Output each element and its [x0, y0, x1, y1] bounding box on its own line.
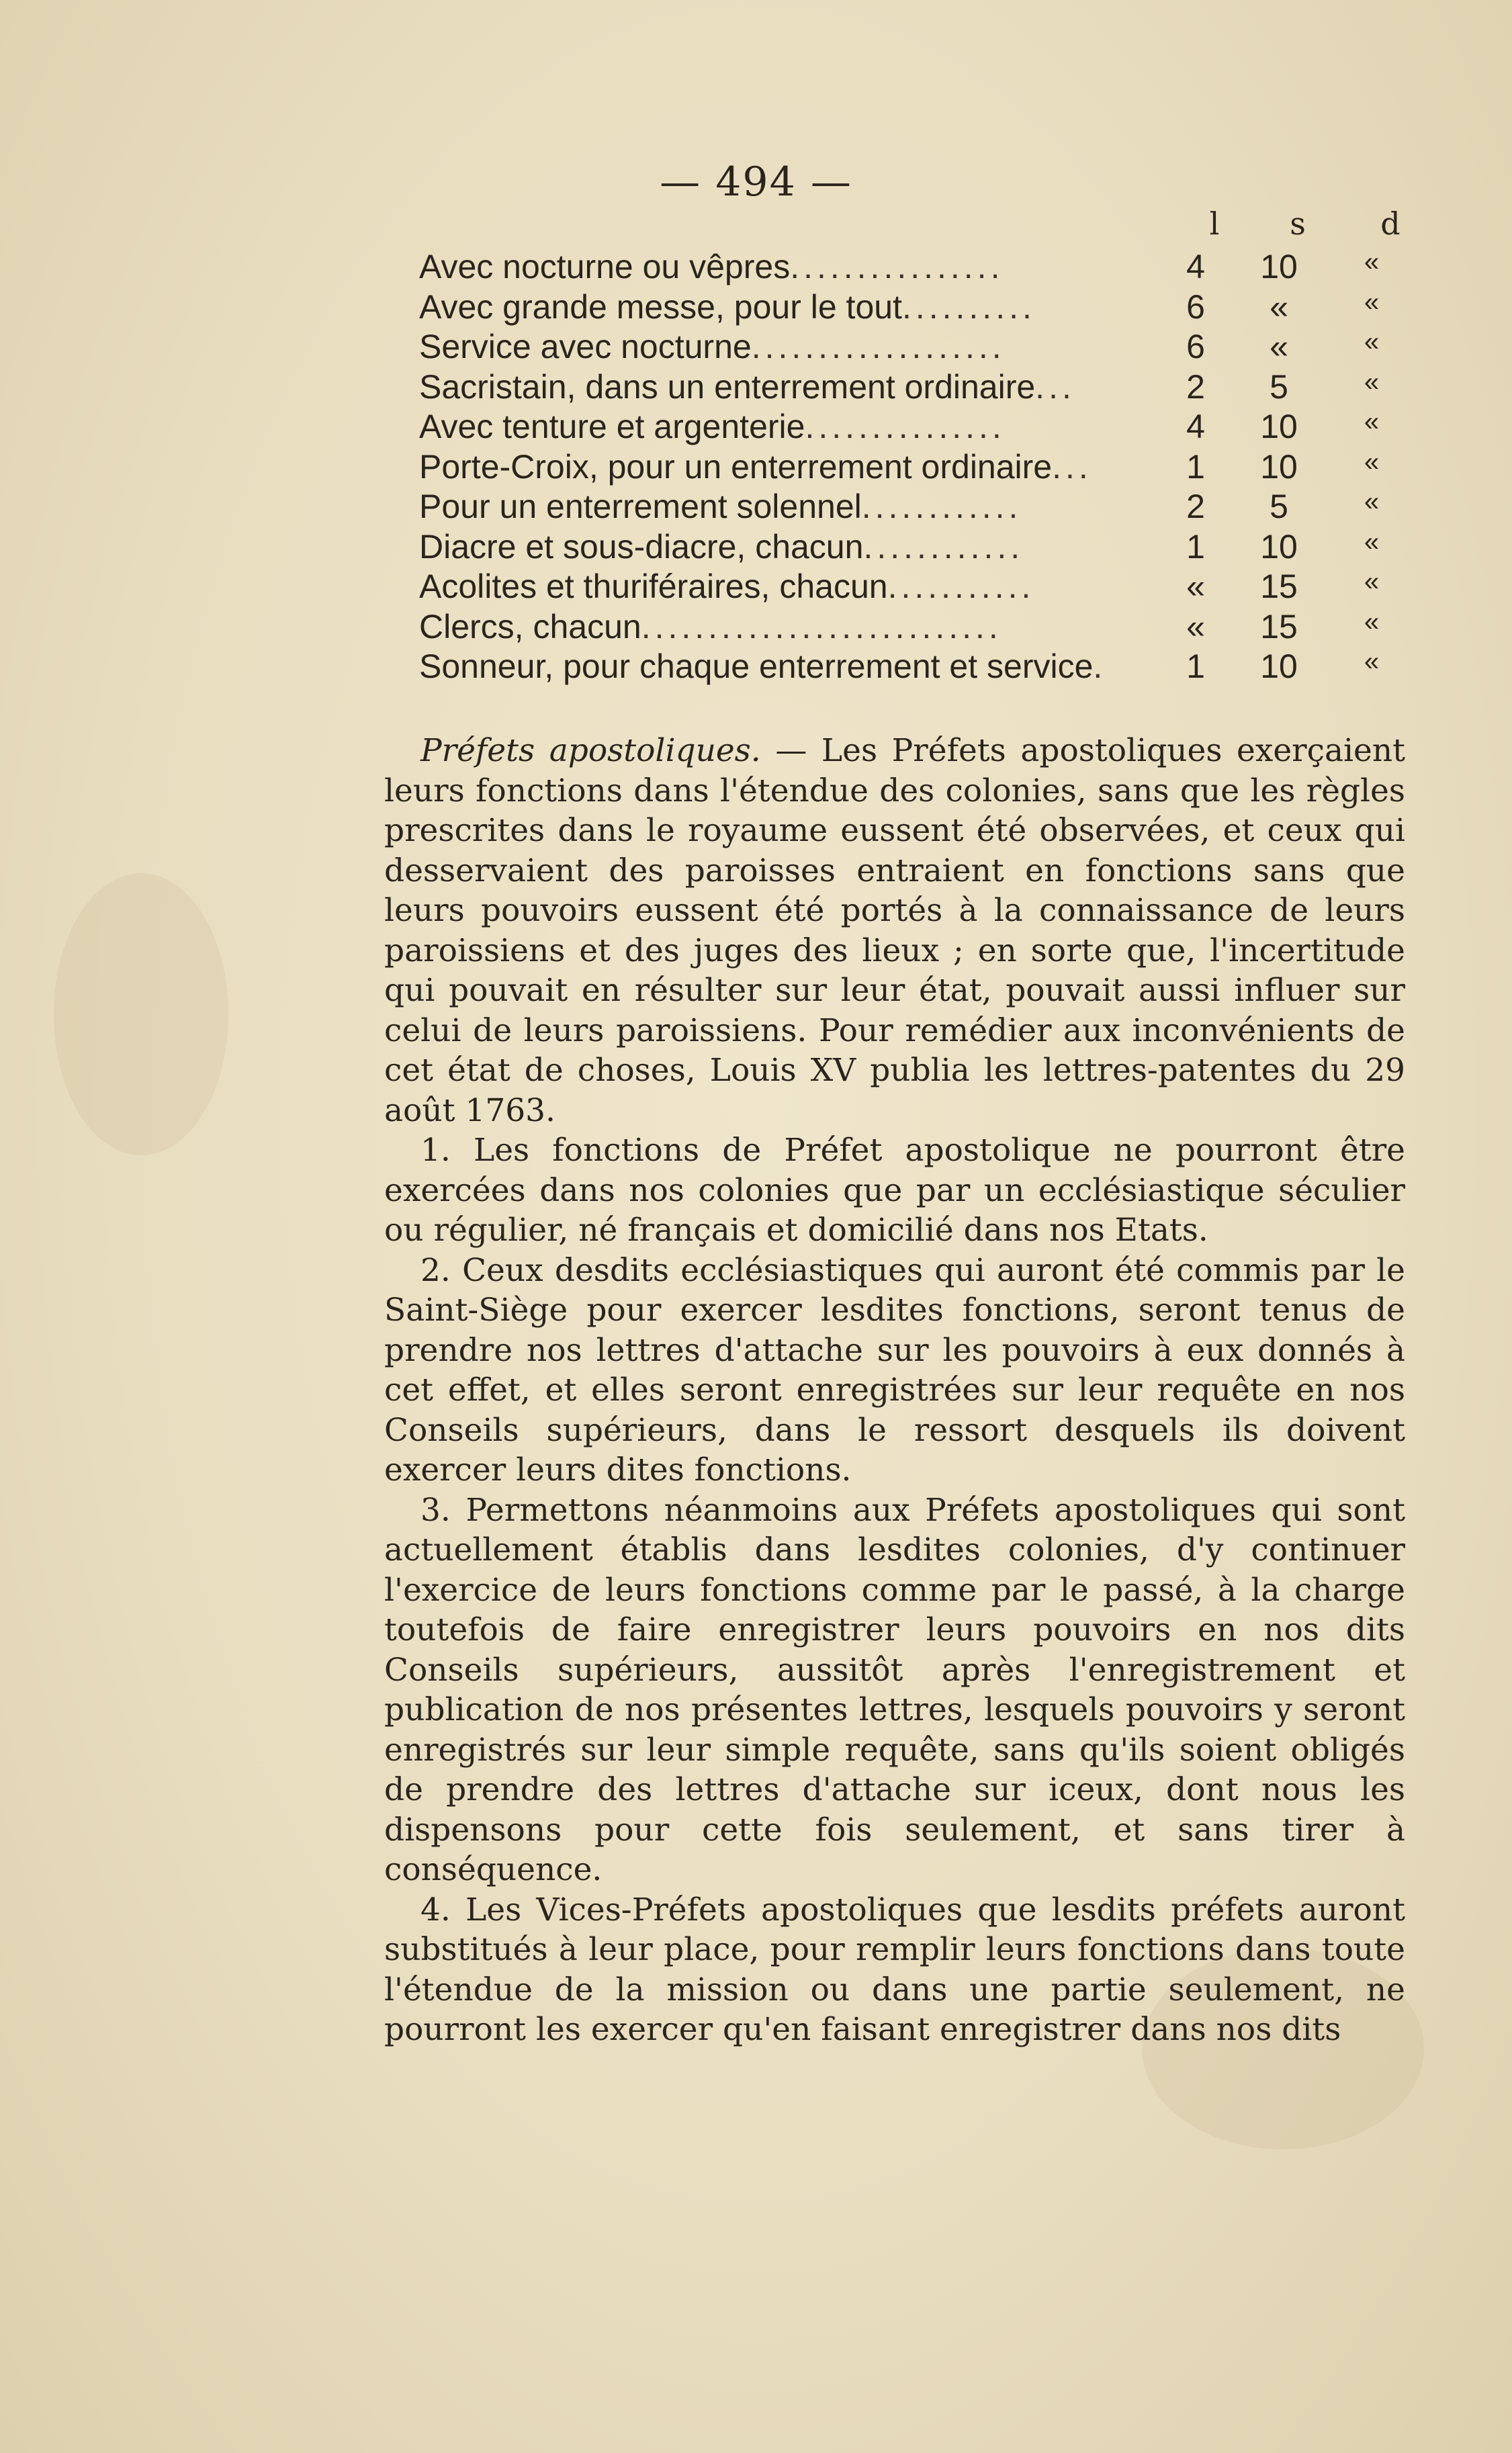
- intro-paragraph: [384, 731, 1405, 1130]
- amount-livres: 4: [1186, 248, 1205, 285]
- amount-deniers: «: [1364, 367, 1380, 397]
- paper-stain: [54, 873, 228, 1155]
- body-text: [384, 731, 1405, 2050]
- tariff-item-label: Clercs, chacun: [419, 607, 641, 645]
- amount-sous: 5: [1270, 488, 1288, 525]
- amount-deniers: «: [1364, 287, 1380, 317]
- leader-dots: ...........: [887, 568, 1035, 605]
- tariff-item: [419, 527, 1158, 566]
- amount-sous: 10: [1260, 648, 1298, 685]
- tariff-row: [419, 567, 1413, 607]
- tariff-item-label: Sacristain, dans un enterrement ordinaire: [419, 367, 1036, 406]
- article-paragraph: 3. Permettons néanmoins aux Préfets apostoliques qui sont actuellement établis dans lesdites colonies, d'y continuer l'exercice de leurs fonctions comme par le passé, à la charge toutefois de faire enregistrer leurs pouvoirs en nos dits Conseils supérieurs, aussitôt après l'enregistrement et publication de nos présentes lettres, lesquels pouvoirs y seront enregistrés sur leur simple requête, sans qu'ils soient obligés de prendre des lettres d'attache sur iceux, dont nous les dispensons pour cette fois seulement, et sans tirer à conséquence.: [384, 1491, 1405, 1888]
- amount-sous: 15: [1260, 607, 1298, 645]
- tariff-table: [419, 247, 1413, 687]
- tariff-column-headers: [1169, 206, 1411, 246]
- tariff-row: [419, 527, 1413, 568]
- amount-livres: «: [1186, 568, 1205, 605]
- amount-sous: 10: [1260, 447, 1298, 486]
- tariff-item-label: Avec tenture et argenterie: [419, 408, 805, 445]
- amount-deniers: «: [1364, 527, 1380, 557]
- tariff-item: [419, 567, 1158, 606]
- leader-dots: ............: [861, 488, 1022, 525]
- amount-deniers: «: [1364, 247, 1380, 277]
- amount-livres: 2: [1186, 367, 1205, 406]
- tariff-item-label: Pour un enterrement solennel: [419, 488, 862, 525]
- column-header-deniers: d: [1380, 206, 1400, 242]
- leader-dots: ...........................: [641, 607, 1002, 645]
- article-paragraph: 2. Ceux desdits ecclésiastiques qui auront été commis par le Saint-Siège pour exercer lesdites fonctions, seront tenus de prendre nos lettres d'attache sur les pouvoirs à eux donnés à cet effet, et elles seront enregistrées sur leur requête en nos Conseils supérieurs, dans le ressort desquels ils doivent exercer leurs dites fonctions.: [384, 1251, 1405, 1488]
- page-number: — 494 —: [660, 159, 852, 206]
- tariff-row: [419, 327, 1413, 367]
- tariff-row: [419, 487, 1413, 527]
- tariff-item: [419, 487, 1158, 526]
- leader-dots: ...: [1052, 447, 1092, 486]
- tariff-row: [419, 247, 1413, 287]
- amount-deniers: «: [1364, 447, 1380, 477]
- tariff-item: [419, 407, 1158, 446]
- amount-livres: 6: [1186, 287, 1205, 326]
- tariff-item: [419, 607, 1158, 646]
- amount-livres: 1: [1186, 648, 1205, 685]
- leader-dots: ...: [1035, 367, 1075, 406]
- amount-livres: 1: [1186, 527, 1205, 566]
- amount-sous: 15: [1260, 568, 1298, 605]
- leader-dots: ...................: [751, 328, 1006, 365]
- amount-sous: «: [1270, 328, 1288, 365]
- amount-deniers: «: [1364, 327, 1380, 357]
- tariff-item-label: Acolites et thuriféraires, chacun: [419, 568, 888, 605]
- tariff-row: [419, 367, 1413, 408]
- tariff-item-label: Service avec nocturne: [419, 328, 752, 365]
- column-header-livres: l: [1209, 206, 1220, 242]
- tariff-item: [419, 367, 1158, 406]
- tariff-item-label: Sonneur, pour chaque enterrement et service: [419, 648, 1094, 685]
- amount-sous: «: [1270, 287, 1288, 326]
- leader-dots: ..........: [901, 287, 1036, 326]
- amount-deniers: «: [1364, 647, 1380, 676]
- amount-sous: 10: [1260, 408, 1298, 445]
- tariff-item-label: Porte-Croix, pour un enterrement ordinaire: [419, 447, 1053, 486]
- tariff-item: [419, 327, 1158, 366]
- tariff-item: [419, 247, 1158, 286]
- tariff-row: [419, 287, 1413, 328]
- amount-sous: 10: [1260, 527, 1298, 566]
- amount-deniers: «: [1364, 407, 1380, 437]
- tariff-row: [419, 647, 1413, 687]
- tariff-row: [419, 607, 1413, 648]
- leader-dots: ................: [790, 248, 1004, 285]
- tariff-row: [419, 407, 1413, 447]
- amount-livres: 2: [1186, 488, 1205, 525]
- leader-dots: .: [1093, 648, 1107, 685]
- tariff-item: [419, 447, 1158, 486]
- article-paragraph: 4. Les Vices-Préfets apostoliques que lesdits préfets auront substitués à leur place, pour remplir leurs fonctions dans toute l'étendue de la mission ou dans une partie seulement, ne pourront les exercer qu'en faisant enregistrer dans nos dits: [384, 1891, 1405, 2048]
- amount-deniers: «: [1364, 607, 1380, 637]
- article-paragraph: 1. Les fonctions de Préfet apostolique ne pourront être exercées dans nos colonies que par un ecclésiastique séculier ou régulier, né français et domicilié dans nos Etats.: [384, 1132, 1405, 1249]
- amount-livres: 4: [1186, 408, 1205, 445]
- section-heading: Préfets apostoliques.: [420, 732, 761, 769]
- leader-dots: ............: [863, 527, 1024, 566]
- amount-livres: «: [1186, 607, 1205, 645]
- tariff-item-label: Avec grande messe, pour le tout: [419, 287, 902, 326]
- tariff-item: [419, 287, 1158, 326]
- amount-sous: 5: [1270, 367, 1288, 406]
- amount-sous: 10: [1260, 248, 1298, 285]
- tariff-item-label: Diacre et sous-diacre, chacun: [419, 527, 864, 566]
- amount-livres: 6: [1186, 328, 1205, 365]
- tariff-item: [419, 647, 1158, 686]
- amount-deniers: «: [1364, 567, 1380, 596]
- tariff-row: [419, 447, 1413, 488]
- tariff-item-label: Avec nocturne ou vêpres: [419, 248, 791, 285]
- intro-text: — Les Préfets apostoliques exerçaient leurs fonctions dans l'étendue des colonies, sans que les règles prescrites dans le royaume eussent été observées, et ceux qui desservaient des paroisses entraient en fonctions sans que leurs pouvoirs eussent été portés à la connaissance de leurs paroissiens et des juges des lieux ; en sorte que, l'incertitude qui pouvait en résulter sur leur état, pouvait aussi influer sur celui de leurs paroissiens. Pour remédier aux inconvénients de cet état de choses, Louis XV publia les lettres-patentes du 29 août 1763.: [384, 732, 1405, 1129]
- amount-livres: 1: [1186, 447, 1205, 486]
- leader-dots: ...............: [805, 408, 1006, 445]
- amount-deniers: «: [1364, 487, 1380, 517]
- column-header-sous: s: [1290, 206, 1306, 242]
